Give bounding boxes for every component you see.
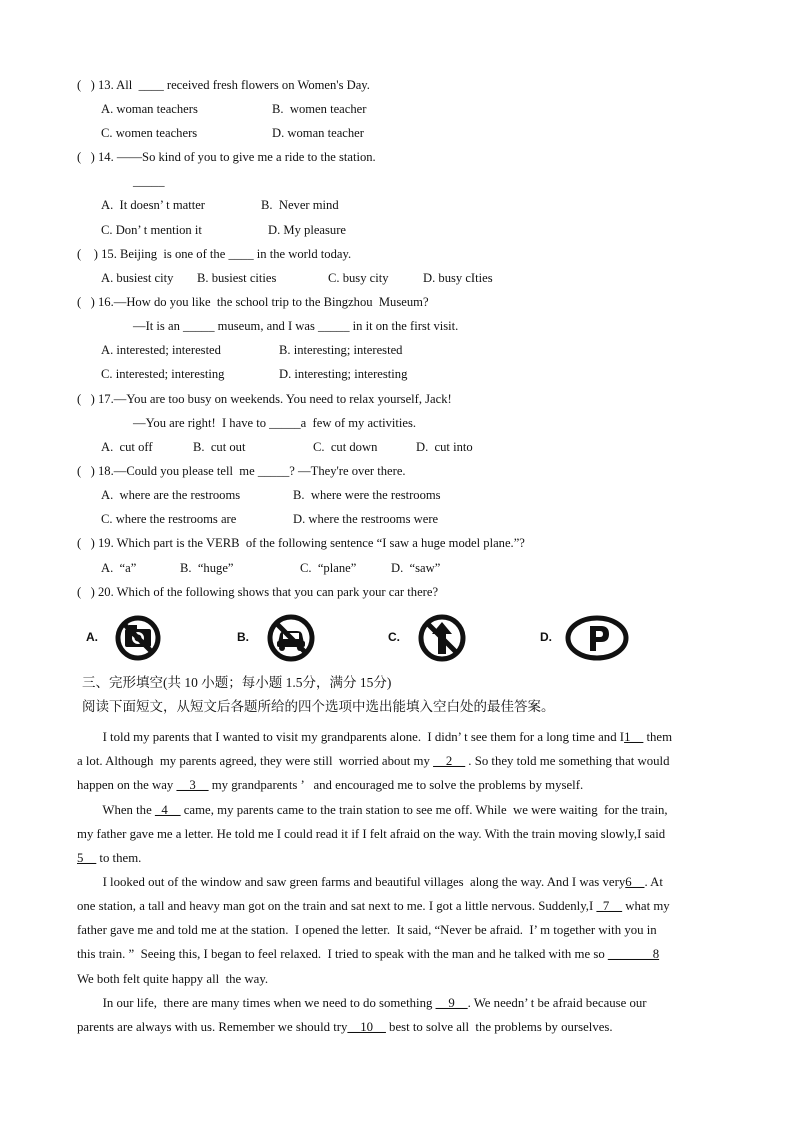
blank-4[interactable]: _4__ [154, 803, 181, 817]
q16-option-d[interactable]: D. interesting; interesting [279, 367, 408, 381]
q20-option-a[interactable] [86, 614, 196, 662]
parking-sign-icon [564, 614, 630, 662]
question-18-stem: ( ) 18.—Could you please tell me _____? —They're over there. [77, 464, 406, 478]
q18-option-d[interactable]: D. where the restrooms were [293, 512, 439, 526]
question-20-stem: ( ) 20. Which of the following shows that you can park your car there? [77, 585, 439, 599]
no-cars-sign-icon [261, 614, 321, 662]
q19-option-c[interactable]: C. “plane” [300, 561, 357, 575]
question-19-stem: ( ) 19. Which part is the VERB of the following sentence “I saw a huge model plane.”? [77, 536, 525, 550]
passage-line: father gave me and told me at the station. I opened the letter. It said, “Never be afraid. I’ m together with you in [77, 923, 657, 937]
q20-option-c-label: C. [388, 630, 400, 644]
passage-line: my father gave me a letter. He told me I could read it if I felt afraid on the way. With the train moving slowly,I said [77, 827, 666, 841]
q16-option-b[interactable]: B. interesting; interested [279, 343, 403, 357]
passage-line: happen on the way __3__ my grandparents ’ and encouraged me to solve the problems by myself. [77, 778, 584, 792]
q19-option-b[interactable]: B. “huge” [180, 561, 234, 575]
passage-line: this train. ” Seeing this, I began to feel relaxed. I tried to speak with the man and he talked with me so _______8 [77, 947, 660, 961]
question-17-subline: —You are right! I have to _____a few of my activities. [133, 416, 417, 430]
passage-line: We both felt quite happy all the way. [77, 972, 269, 986]
q13-option-c[interactable]: C. women teachers [101, 126, 198, 140]
question-16-subline: —It is an _____ museum, and I was _____ in it on the first visit. [133, 319, 459, 333]
question-14-stem: ( ) 14. ——So kind of you to give me a ride to the station. [77, 150, 376, 164]
question-13-stem: ( ) 13. All ____ received fresh flowers on Women's Day. [77, 78, 370, 92]
section-3-title: 三、完形填空(共 10 小题；每小题 1.5分，满分 15分) [82, 675, 392, 690]
q20-option-d[interactable] [540, 614, 650, 662]
question-17-stem: ( ) 17.—You are too busy on weekends. You need to relax yourself, Jack! [77, 392, 452, 406]
blank-6[interactable]: 6__ [625, 875, 645, 889]
q17-option-d[interactable]: D. cut into [416, 440, 473, 454]
q15-option-a[interactable]: A. busiest city [101, 271, 174, 285]
q18-option-a[interactable]: A. where are the restrooms [101, 488, 241, 502]
passage-line: In our life, there are many times when we need to do something __9__. We needn’ t be afraid because our [77, 996, 647, 1010]
passage-line: When the _4__ came, my parents came to the train station to see me off. While we were waiting for the train, [77, 803, 668, 817]
blank-5[interactable]: 5__ [77, 851, 97, 865]
blank-3[interactable]: __3__ [176, 778, 209, 792]
blank-7[interactable]: _7__ [596, 899, 623, 913]
blank-8[interactable]: _______8 [607, 947, 660, 961]
passage-line: a lot. Although my parents agreed, they were still worried about my __2__ . So they told me something that would [77, 754, 670, 768]
q14-option-a[interactable]: A. It doesn’ t matter [101, 198, 205, 212]
blank-9[interactable]: __9__ [435, 996, 468, 1010]
q13-option-b[interactable]: B. women teacher [272, 102, 367, 116]
section-3-instruction: 阅读下面短文，从短文后各题所给的四个选项中选出能填入空白处的最佳答案。 [82, 699, 555, 714]
q14-option-d[interactable]: D. My pleasure [268, 223, 346, 237]
q20-option-a-label: A. [86, 630, 98, 644]
q17-option-a[interactable]: A. cut off [101, 440, 153, 454]
blank-2[interactable]: __2__ [433, 754, 466, 768]
q18-option-c[interactable]: C. where the restrooms are [101, 512, 237, 526]
q19-option-a[interactable]: A. “a” [101, 561, 137, 575]
q20-option-c[interactable] [388, 614, 498, 662]
q16-option-a[interactable]: A. interested; interested [101, 343, 221, 357]
q14-option-b[interactable]: B. Never mind [261, 198, 339, 212]
q13-option-d[interactable]: D. woman teacher [272, 126, 364, 140]
q20-option-b-label: B. [237, 630, 249, 644]
question-16-stem: ( ) 16.—How do you like the school trip to the Bingzhou Museum? [77, 295, 429, 309]
q14-answer-blank: _____ [133, 174, 165, 188]
passage-line: I looked out of the window and saw green farms and beautiful villages along the way. And I was very6__. At [77, 875, 663, 889]
q15-option-c[interactable]: C. busy city [328, 271, 389, 285]
blank-10[interactable]: __10__ [347, 1020, 386, 1034]
q14-option-c[interactable]: C. Don’ t mention it [101, 223, 202, 237]
q20-option-d-label: D. [540, 630, 552, 644]
q20-option-b[interactable] [237, 614, 347, 662]
q19-option-d[interactable]: D. “saw” [391, 561, 441, 575]
question-15-stem: ( ) 15. Beijing is one of the ____ in the world today. [77, 247, 352, 261]
passage-line: parents are always with us. Remember we should try__10__ best to solve all the problems by ourselves. [77, 1020, 613, 1034]
q13-option-a[interactable]: A. woman teachers [101, 102, 198, 116]
passage-line: I told my parents that I wanted to visit my grandparents alone. I didn’ t see them for a long time and I1__ them [77, 730, 673, 744]
q18-option-b[interactable]: B. where were the restrooms [293, 488, 441, 502]
passage-line: 5__ to them. [77, 851, 142, 865]
q15-option-b[interactable]: B. busiest cities [197, 271, 277, 285]
q17-option-b[interactable]: B. cut out [193, 440, 246, 454]
no-camera-sign-icon [110, 614, 166, 662]
q15-option-d[interactable]: D. busy cIties [423, 271, 493, 285]
q16-option-c[interactable]: C. interested; interesting [101, 367, 225, 381]
blank-1[interactable]: 1__ [624, 730, 644, 744]
no-straight-ahead-sign-icon [412, 614, 472, 662]
passage-line: one station, a tall and heavy man got on the train and sat next to me. I got a little nervous. Suddenly,I _7__ what my [77, 899, 670, 913]
q17-option-c[interactable]: C. cut down [313, 440, 378, 454]
